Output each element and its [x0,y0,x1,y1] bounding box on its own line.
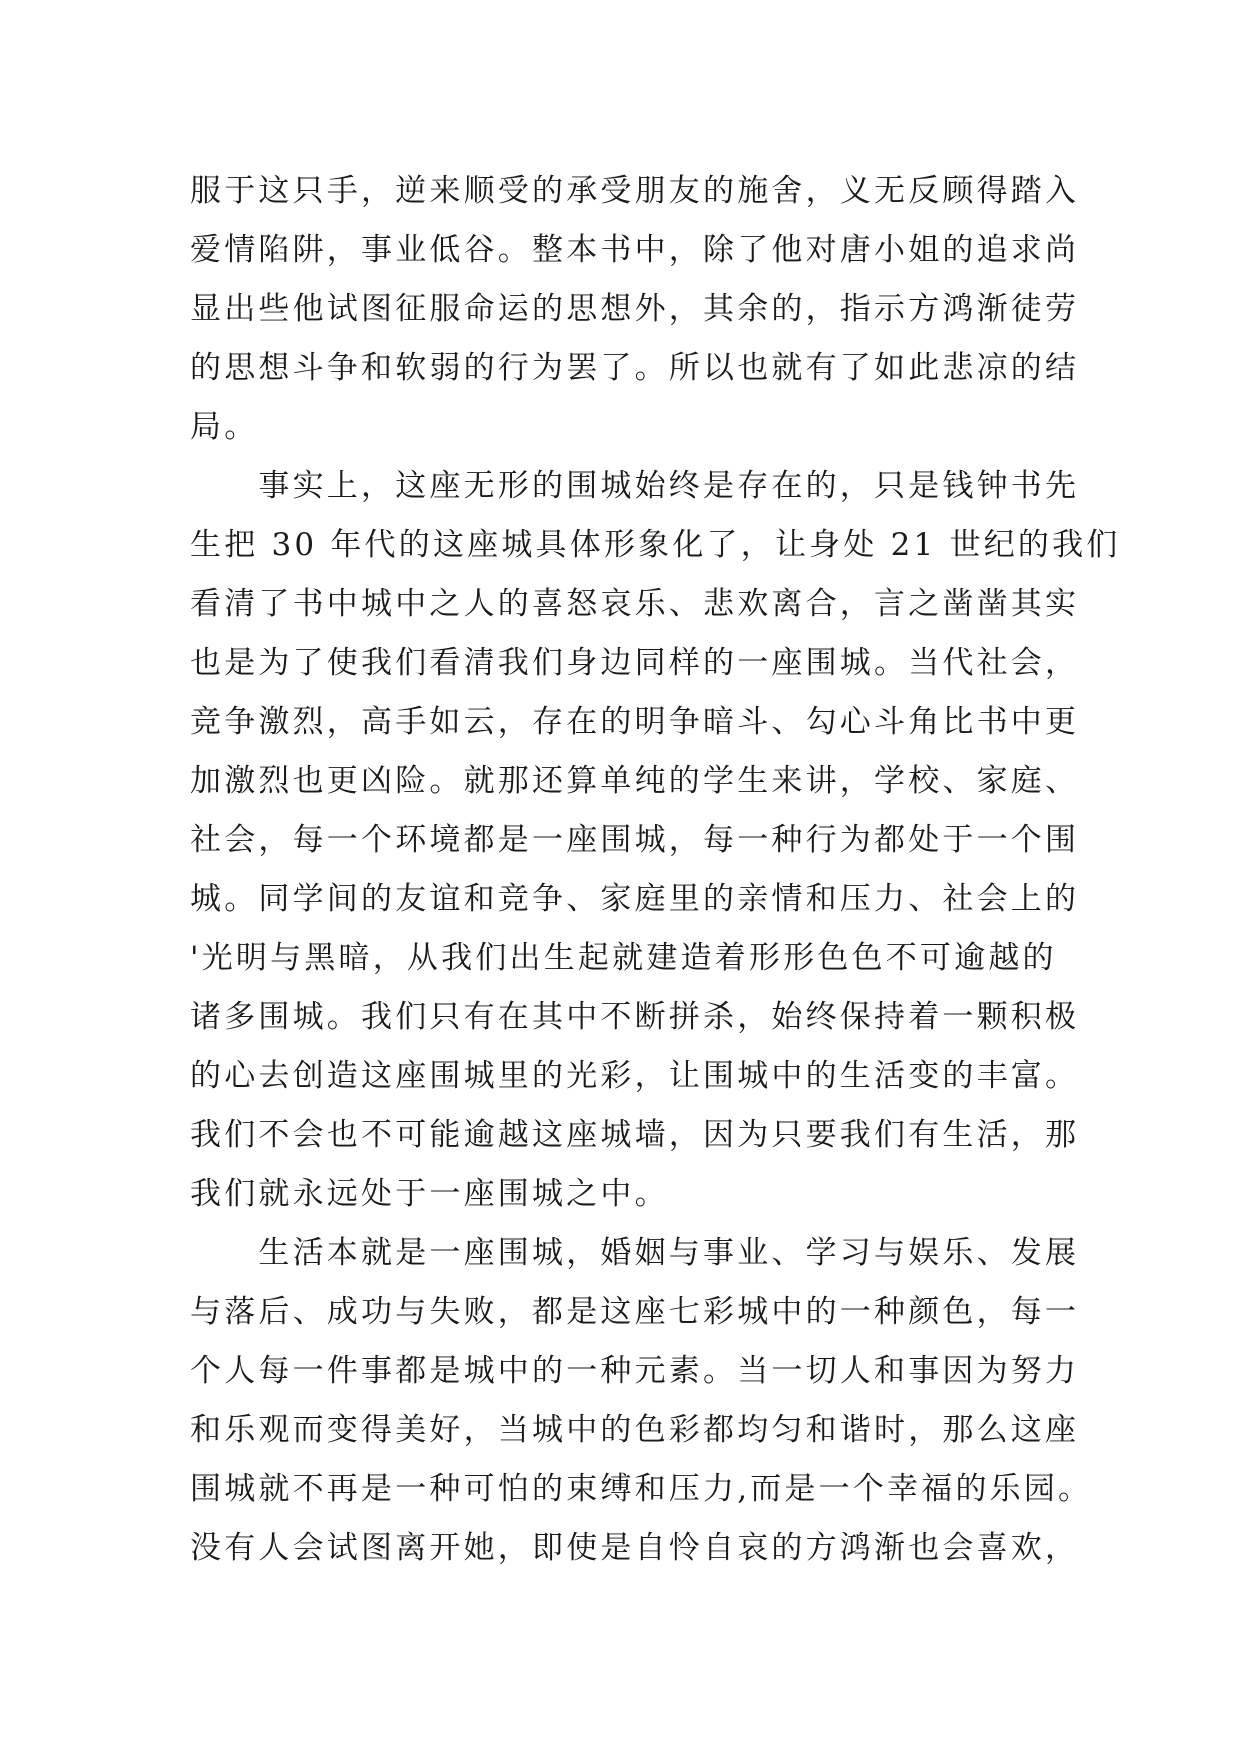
text-line: 生活本就是一座围城，婚姻与事业、学习与娱乐、发展 [190,1235,1080,1271]
text-line: 个人每一件事都是城中的一种元素。当一切人和事因为努力 [190,1353,1080,1389]
text-line: 看清了书中城中之人的喜怒哀乐、悲欢离合，言之凿凿其实 [190,586,1080,622]
text-line: '光明与黑暗，从我们出生起就建造着形形色色不可逾越的 [190,940,1057,976]
text-line: 我们就永远处于一座围城之中。 [190,1176,669,1212]
text-line: 显出些他试图征服命运的思想外，其余的，指示方鸿渐徒劳 [190,291,1080,327]
text-line: 我们不会也不可能逾越这座城墙，因为只要我们有生活，那 [190,1117,1080,1153]
text-line: 服于这只手，逆来顺受的承受朋友的施舍，义无反顾得踏入 [190,173,1080,209]
text-line: 加激烈也更凶险。就那还算单纯的学生来讲，学校、家庭、 [190,763,1080,799]
text-line: 城。同学间的友谊和竞争、家庭里的亲情和压力、社会上的 [190,881,1080,917]
text-line: 围城就不再是一种可怕的束缚和压力,而是一个幸福的乐园。 [190,1471,1093,1507]
text-line: 爱情陷阱，事业低谷。整本书中，除了他对唐小姐的追求尚 [190,232,1080,268]
text-line: 的思想斗争和软弱的行为罢了。所以也就有了如此悲凉的结 [190,350,1080,386]
text-line: 事实上，这座无形的围城始终是存在的，只是钱钟书先 [190,468,1080,504]
text-line: 诸多围城。我们只有在其中不断拼杀，始终保持着一颗积极 [190,999,1080,1035]
text-line: 生把 30 年代的这座城具体形象化了，让身处 21 世纪的我们 [190,527,1121,563]
document-page [190,162,1121,1578]
text-line: 社会，每一个环境都是一座围城，每一种行为都处于一个围 [190,822,1080,858]
text-line: 没有人会试图离开她，即使是自怜自哀的方鸿渐也会喜欢， [190,1530,1080,1566]
text-line: 也是为了使我们看清我们身边同样的一座围城。当代社会， [190,645,1080,681]
text-line: 的心去创造这座围城里的光彩，让围城中的生活变的丰富。 [190,1058,1080,1094]
text-line: 竞争激烈，高手如云，存在的明争暗斗、勾心斗角比书中更 [190,704,1080,740]
text-line: 和乐观而变得美好，当城中的色彩都均匀和谐时，那么这座 [190,1412,1080,1448]
text-line: 与落后、成功与失败，都是这座七彩城中的一种颜色，每一 [190,1294,1080,1330]
text-line: 局。 [190,409,259,445]
